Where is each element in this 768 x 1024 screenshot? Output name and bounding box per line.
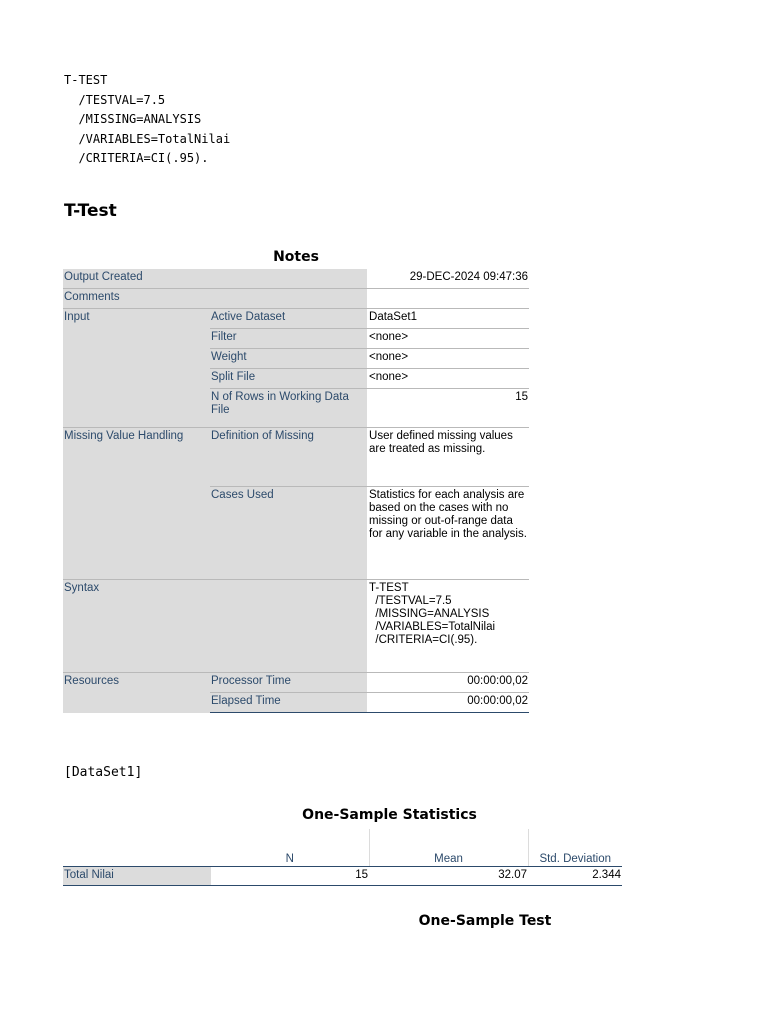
cell-n: 15 (211, 867, 369, 886)
syntax-line: /TESTVAL=7.5 (64, 92, 166, 107)
row-label: Output Created (63, 269, 367, 289)
col-header-sd: Std. Deviation (528, 829, 622, 867)
row-label: Active Dataset (210, 309, 367, 329)
corner-cell (63, 829, 211, 867)
dataset-label: [DataSet1] (64, 765, 143, 780)
row-label: Syntax (63, 580, 367, 673)
notes-table (63, 269, 529, 713)
syntax-line: T-TEST (64, 73, 108, 87)
stats-table (63, 829, 622, 886)
cell-value: Statistics for each analysis are based on the cases with no missing or out-of-range data for any variable in the analysis. (367, 487, 529, 580)
cell-value (367, 289, 529, 309)
cell-value: <none> (367, 349, 529, 369)
col-header-mean: Mean (369, 829, 528, 867)
syntax-block (64, 71, 230, 169)
notes-title: Notes (273, 249, 319, 265)
section-title: T-Test (64, 201, 117, 221)
row-label: Total Nilai (63, 867, 211, 886)
cell-value: DataSet1 (367, 309, 529, 329)
syntax-line: /MISSING=ANALYSIS (64, 112, 202, 126)
row-label: Comments (63, 289, 367, 309)
cell-sd: 2.344 (528, 867, 622, 886)
col-header-n: N (211, 829, 369, 867)
syntax-line: /CRITERIA=CI(.95). (64, 151, 209, 165)
test-title: One-Sample Test (418, 913, 552, 929)
cell-value: <none> (367, 329, 529, 349)
cell-value: <none> (367, 369, 529, 389)
cell-value: T-TEST /TESTVAL=7.5 /MISSING=ANALYSIS /VARIABLES=TotalNilai /CRITERIA=CI(.95). (367, 580, 529, 673)
row-label: Split File (210, 369, 367, 389)
row-group-label: Input (63, 309, 210, 428)
row-label: Filter (210, 329, 367, 349)
cell-value: User defined missing values are treated as missing. (367, 428, 529, 487)
row-label: Cases Used (210, 487, 367, 580)
cell-value: 29-DEC-2024 09:47:36 (367, 269, 529, 289)
row-label: Processor Time (210, 673, 367, 693)
cell-value: 15 (367, 389, 529, 428)
row-label: Elapsed Time (210, 693, 367, 713)
cell-value: 00:00:00,02 (367, 673, 529, 693)
row-label: Definition of Missing (210, 428, 367, 487)
stats-title: One-Sample Statistics (302, 807, 477, 823)
row-label: Weight (210, 349, 367, 369)
row-group-label: Missing Value Handling (63, 428, 210, 580)
row-label: N of Rows in Working Data File (210, 389, 367, 428)
cell-mean: 32.07 (369, 867, 528, 886)
row-group-label: Resources (63, 673, 210, 713)
syntax-line: /VARIABLES=TotalNilai (64, 131, 231, 146)
cell-value: 00:00:00,02 (367, 693, 529, 713)
